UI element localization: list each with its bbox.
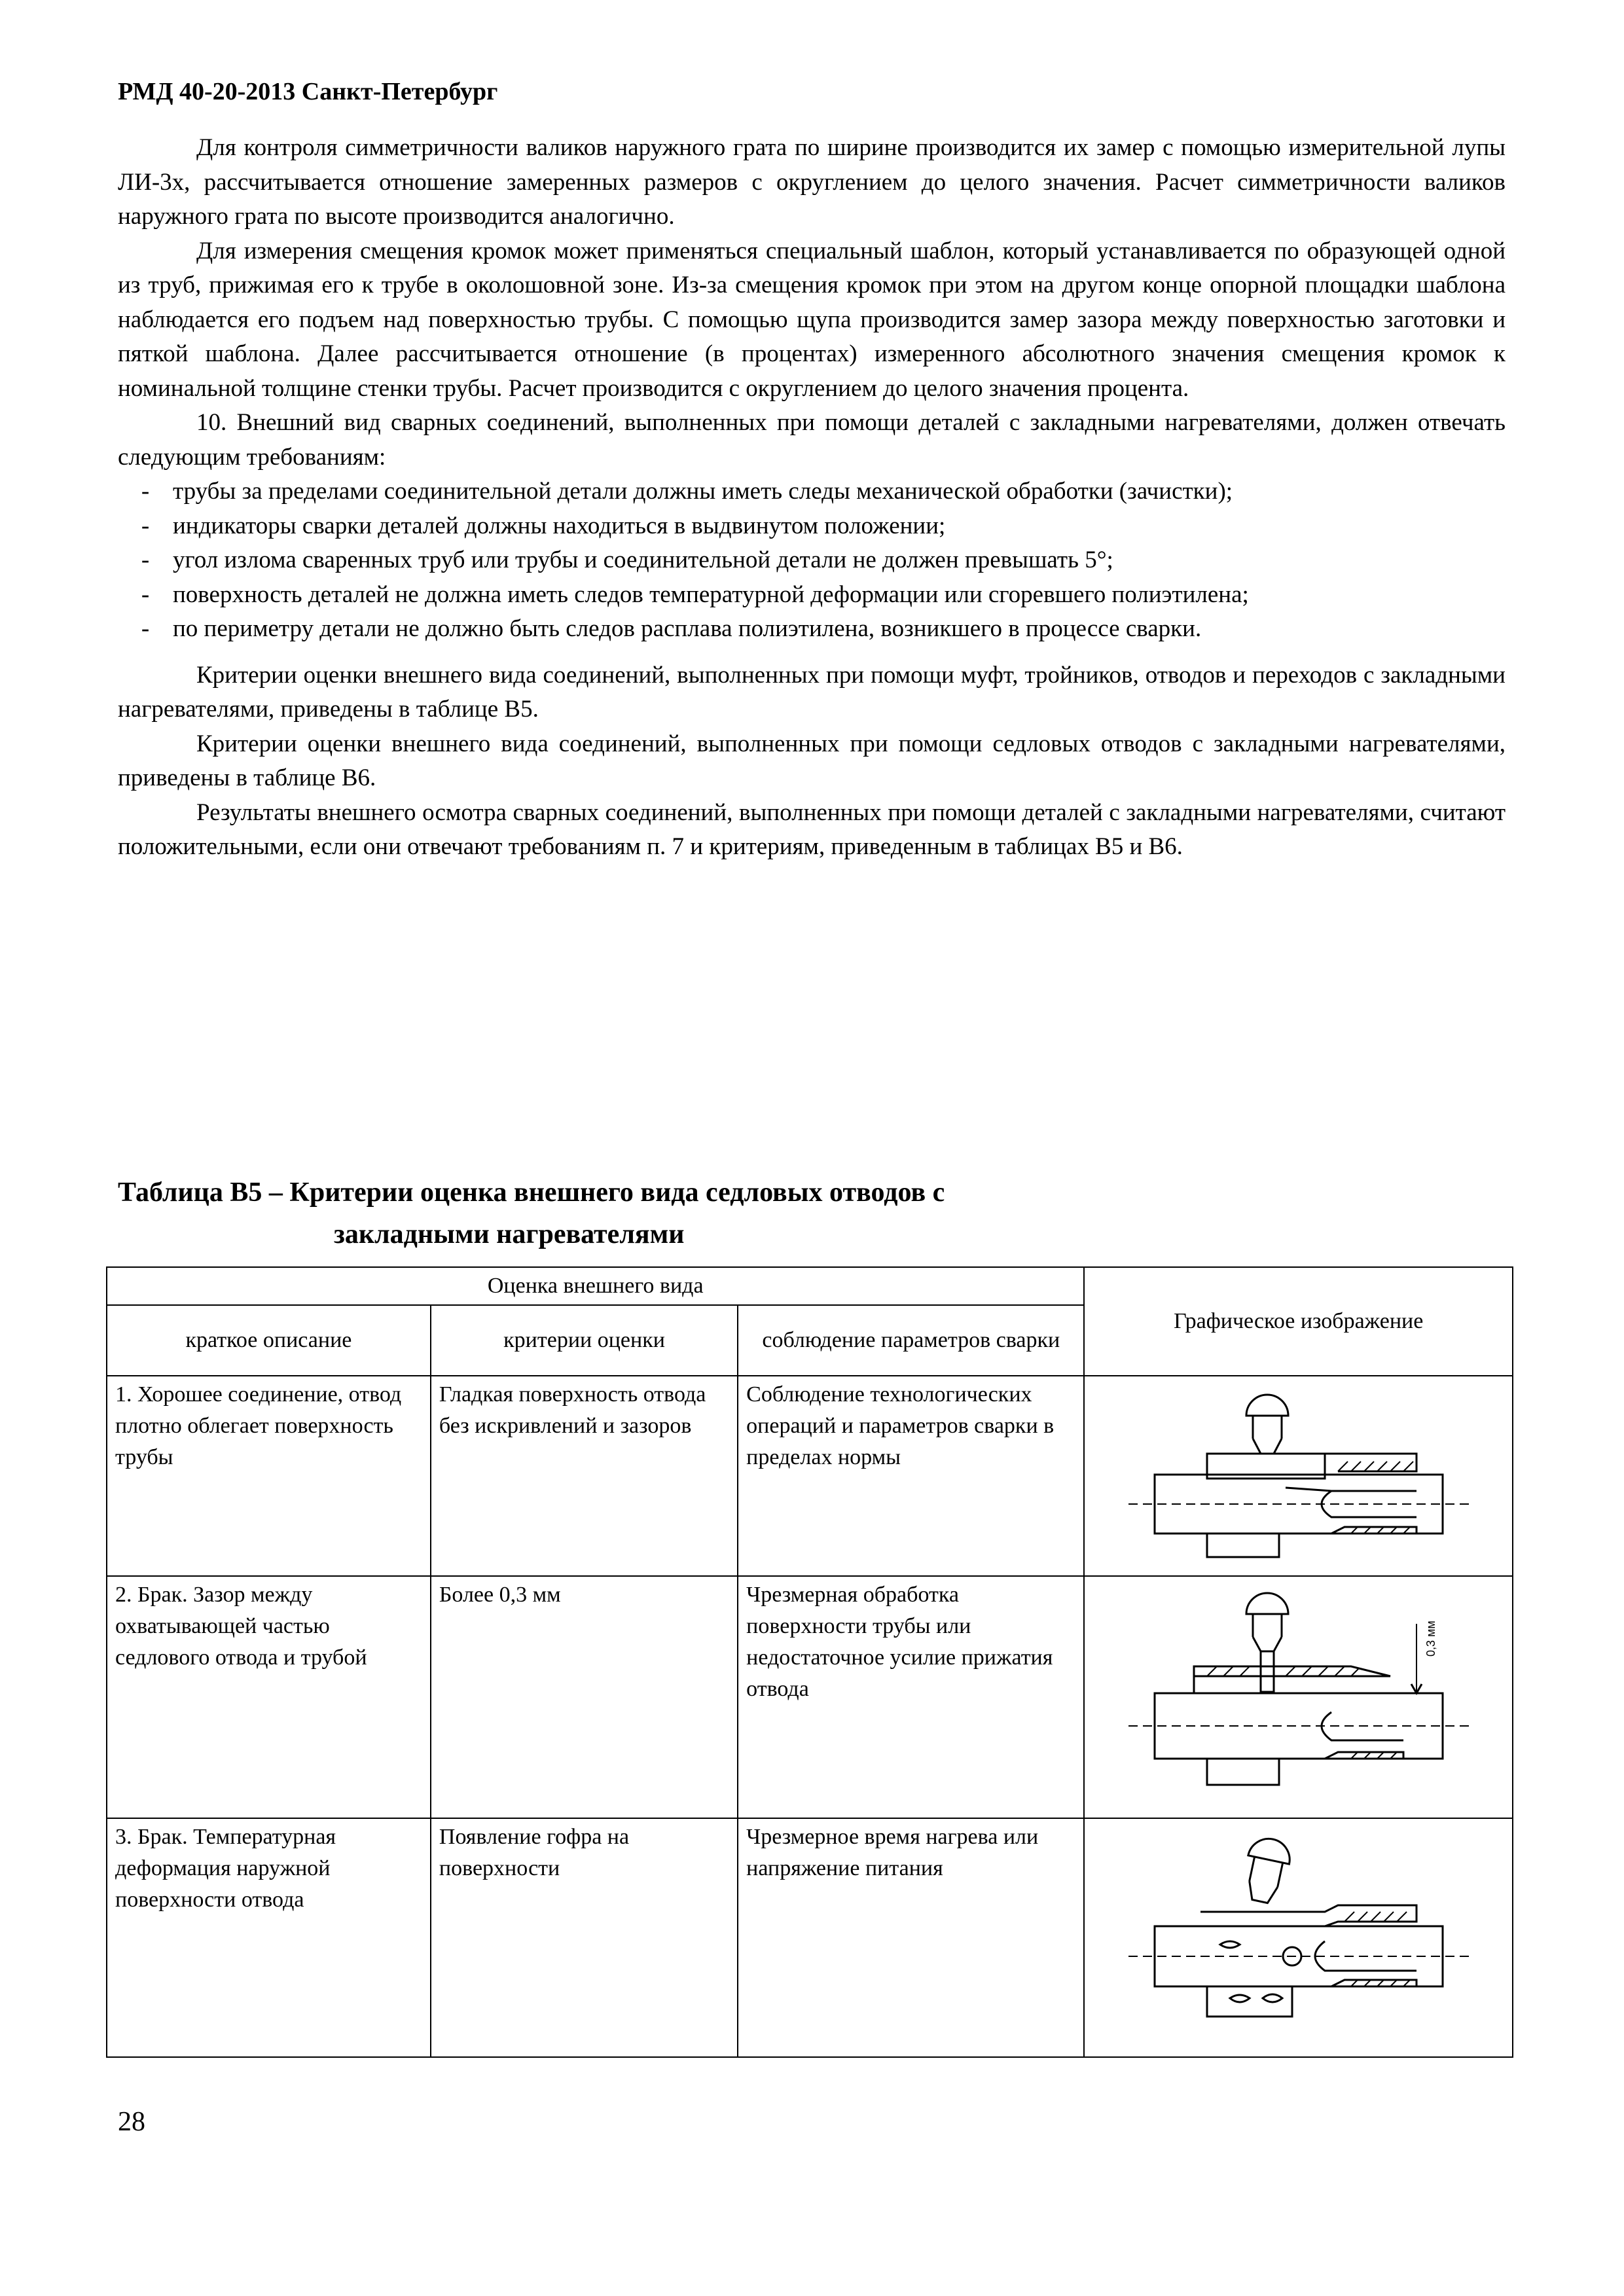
cell-description: 2. Брак. Зазор между охватывающей частью седлового отвода и трубой — [107, 1576, 431, 1818]
good-joint-drawing — [1115, 1376, 1482, 1566]
list-item: - индикаторы сварки деталей должны находиться в выдвинутом положении; — [141, 512, 946, 539]
paragraph-results: Результаты внешнего осмотра сварных соединений, выполненных при помощи деталей с закладными нагревателями, считают положительными, если они отвечают требованиям п. 7 и критериям, приведенным в таблицах В5 и В6. — [118, 798, 1506, 860]
list-item: - по периметру детали не должно быть следов расплава полиэтилена, возникшего в процессе сварки. — [141, 615, 1202, 642]
col-header-description: краткое описание — [107, 1305, 431, 1376]
gap-dimension-label: 0,3 мм — [1424, 1621, 1437, 1657]
cell-drawing — [1084, 1376, 1513, 1576]
group-header: Оценка внешнего вида — [107, 1267, 1084, 1305]
document-header: РМД 40-20-2013 Санкт-Петербург — [118, 78, 498, 105]
paragraph-symmetry: Для контроля симметричности валиков наружного грата по ширине производится их замер с помощью измерительной лупы ЛИ-3х, рассчитывается отношение замеренных размеров с округлением до целого значения. Расчет симметричности валиков наружного грата по высоте производится аналогично. — [118, 134, 1506, 230]
paragraph-table-b5-ref: Критерии оценки внешнего вида соединений, выполненных при помощи муфт, тройников, отводов и переходов с закладными нагревателями, приведены в таблице В5. — [118, 661, 1506, 723]
cell-description: 3. Брак. Температурная деформация наружной поверхности отвода — [107, 1818, 431, 2057]
table-row — [107, 1376, 1513, 1576]
table-row — [107, 1576, 1513, 1818]
cell-drawing — [1084, 1818, 1513, 2057]
paragraph-edge-offset: Для измерения смещения кромок может применяться специальный шаблон, который устанавливается по образующей одной из труб, прижимая его к трубе в околошовной зоне. Из-за смещения кромок при этом на другом конце опорной площадки шаблона наблюдается его подъем над поверхностью трубы. С помощью щупа производится замер зазора между поверхностью заготовки и пяткой шаблона. Далее рассчитывается отношение (в процентах) измеренного абсолютного значения смещения кромок к номинальной толщине стенки трубы. Расчет производится с округлением до целого значения процента. — [118, 237, 1506, 402]
list-item: - трубы за пределами соединительной детали должны иметь следы механической обработки (зачистки); — [141, 478, 1233, 505]
cell-description: 1. Хорошее соединение, отвод плотно облегает поверхность трубы — [107, 1376, 431, 1576]
paragraph-item-10: 10. Внешний вид сварных соединений, выполненных при помощи деталей с закладными нагревателями, должен отвечать следующим требованиям: — [118, 409, 1506, 471]
cell-drawing — [1084, 1576, 1513, 1818]
list-item: - поверхность деталей не должна иметь следов температурной деформации или сгоревшего полиэтилена; — [141, 581, 1249, 608]
table-title — [118, 1172, 945, 1255]
table-row — [107, 1818, 1513, 2057]
cell-criteria: Гладкая поверхность отвода без искривлений и зазоров — [431, 1376, 738, 1576]
cell-params: Соблюдение технологических операций и параметров сварки в пределах нормы — [738, 1376, 1084, 1576]
page-number: 28 — [118, 2107, 145, 2137]
cell-criteria: Более 0,3 мм — [431, 1576, 738, 1818]
gap-defect-drawing — [1115, 1578, 1482, 1807]
body-text — [118, 131, 1506, 865]
cell-criteria: Появление гофра на поверхности — [431, 1818, 738, 2057]
cell-params: Чрезмерная обработка поверхности трубы или недостаточное усилие прижатия отвода — [738, 1576, 1084, 1818]
col-header-image: Графическое изображение — [1084, 1267, 1513, 1376]
deformation-defect-drawing — [1115, 1820, 1482, 2046]
list-item: - угол излома сваренных труб или трубы и соединительной детали не должен превышать 5°; — [141, 547, 1113, 573]
cell-params: Чрезмерное время нагрева или напряжение питания — [738, 1818, 1084, 2057]
col-header-params: соблюдение параметров сварки — [738, 1305, 1084, 1376]
col-header-criteria: критерии оценки — [431, 1305, 738, 1376]
table-title-line2: закладными нагревателями — [334, 1219, 685, 1249]
paragraph-table-b6-ref: Критерии оценки внешнего вида соединений, выполненных при помощи седловых отводов с закладными нагревателями, приведены в таблице В6. — [118, 730, 1506, 791]
table-title-line1: Таблица В5 – Критерии оценка внешнего вида седловых отводов с — [118, 1177, 945, 1208]
criteria-table — [106, 1266, 1513, 2058]
